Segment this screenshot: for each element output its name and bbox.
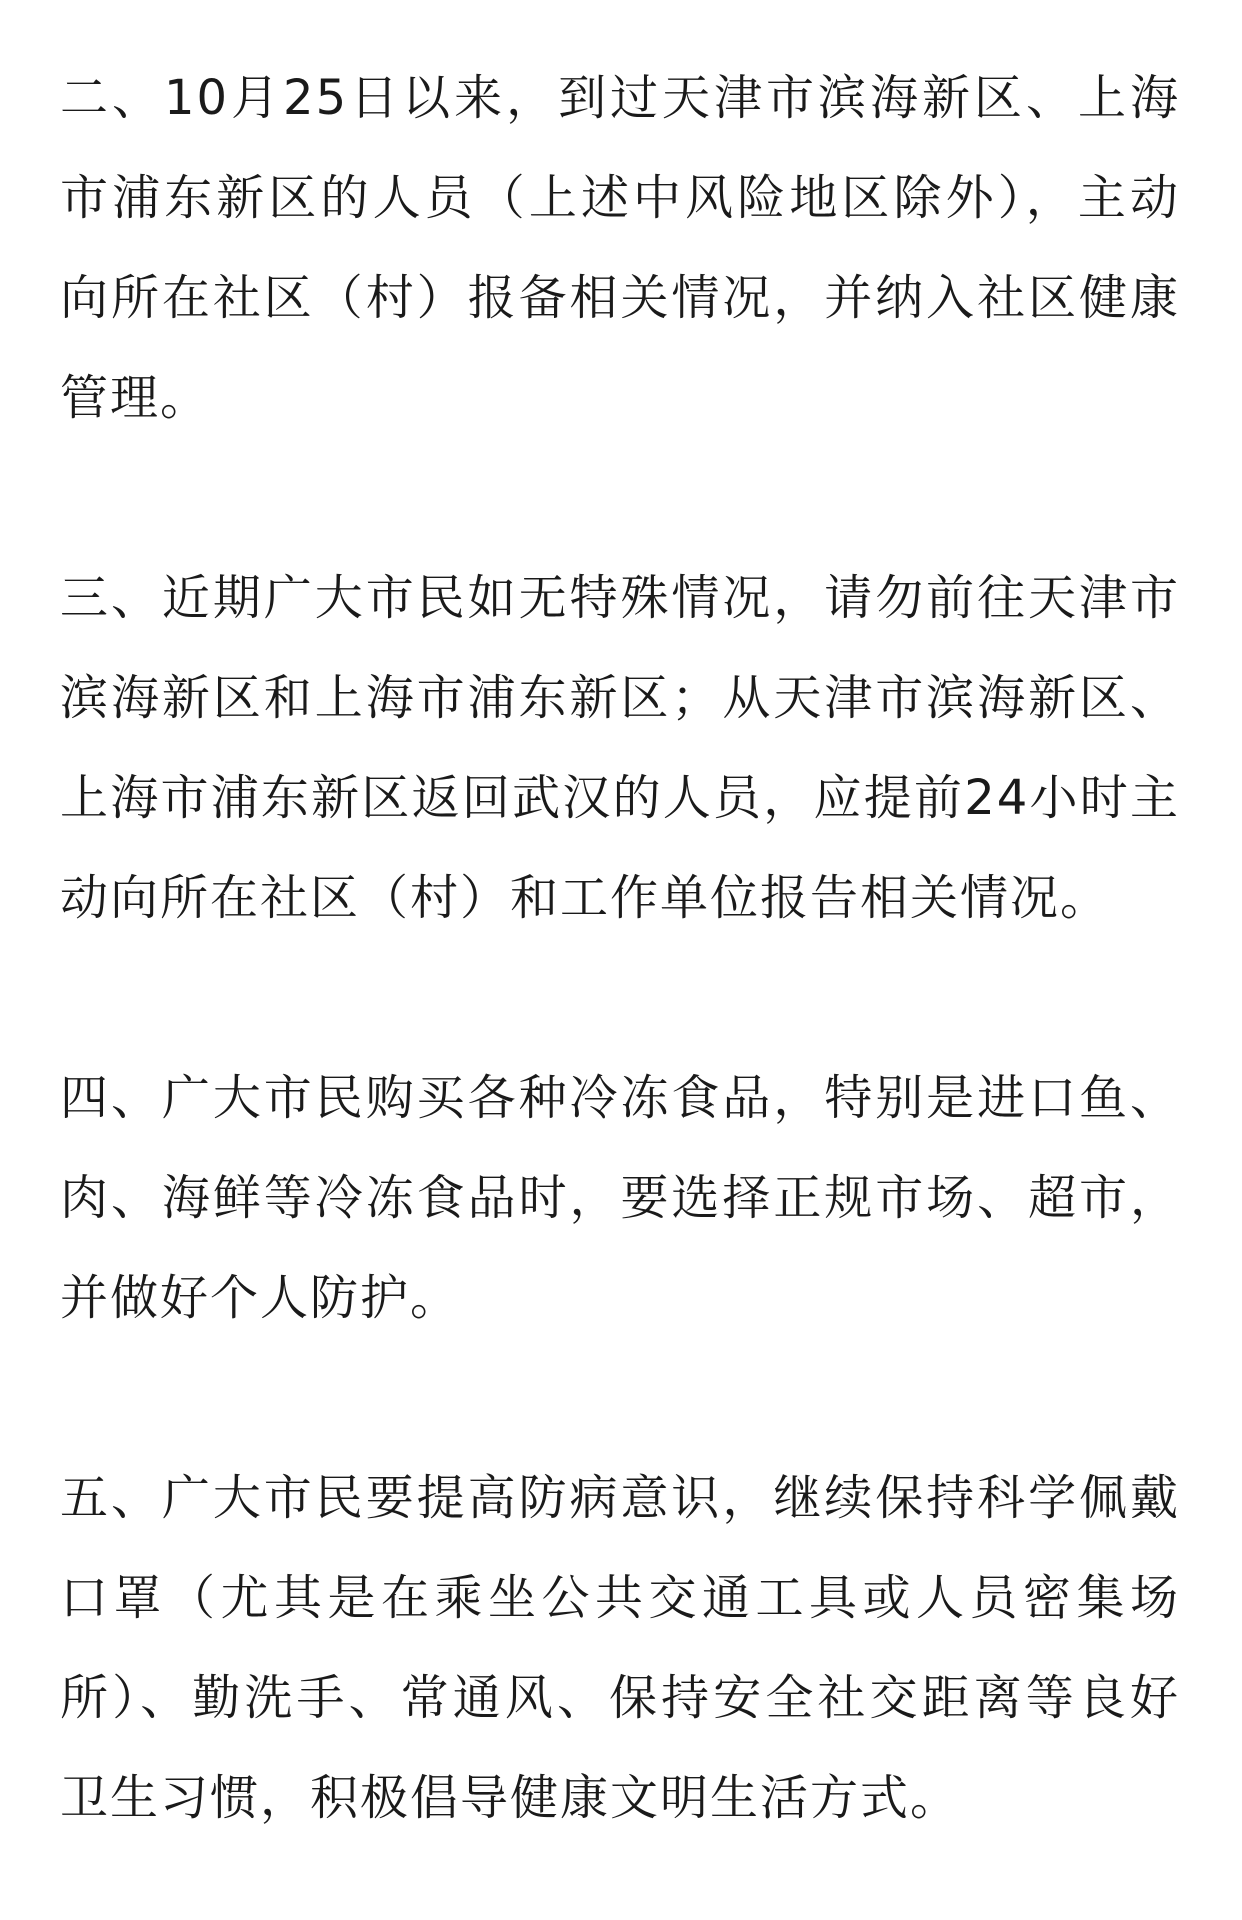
paragraph-item-2: 二、10月25日以来，到过天津市滨海新区、上海市浦东新区的人员（上述中风险地区除外），主动向所在社区（村）报备相关情况，并纳入社区健康管理。 (60, 70, 1180, 426)
paragraph-item-4: 四、广大市民购买各种冷冻食品，特别是进口鱼、肉、海鲜等冷冻食品时，要选择正规市场、超市，并做好个人防护。 (60, 1070, 1180, 1326)
paragraph-item-5: 五、广大市民要提高防病意识，继续保持科学佩戴口罩（尤其是在乘坐公共交通工具或人员密集场所）、勤洗手、常通风、保持安全社交距离等良好卫生习惯，积极倡导健康文明生活方式。 (60, 1470, 1180, 1826)
article-body (60, 48, 1180, 1848)
paragraph-item-3: 三、近期广大市民如无特殊情况，请勿前往天津市滨海新区和上海市浦东新区；从天津市滨海新区、上海市浦东新区返回武汉的人员，应提前24小时主动向所在社区（村）和工作单位报告相关情况。 (60, 570, 1180, 926)
